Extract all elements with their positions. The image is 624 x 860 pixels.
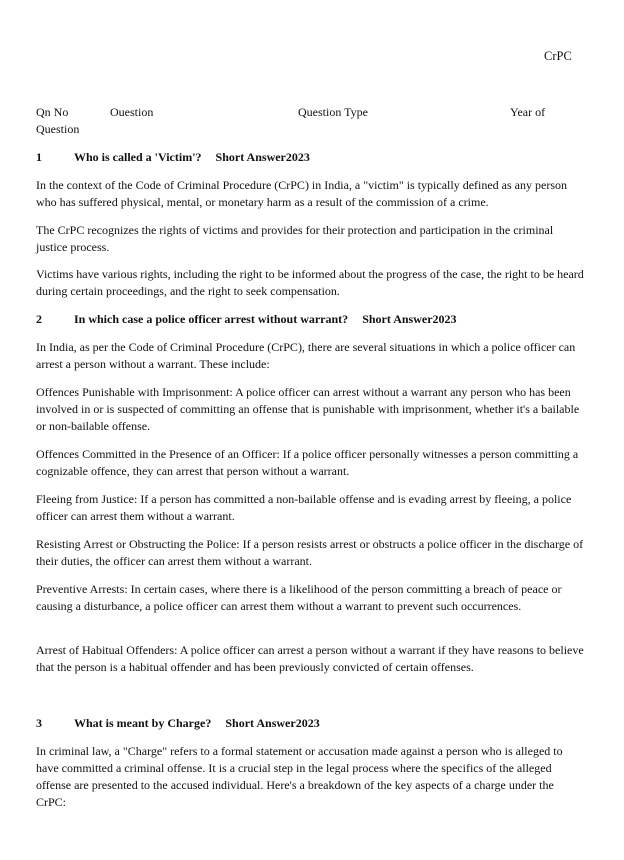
- col-question-type: Question Type: [298, 105, 368, 119]
- question-type: Short Answer: [225, 716, 296, 730]
- column-headers: [36, 104, 596, 140]
- col-question-wrap: Question: [36, 122, 80, 136]
- col-question: Ouestion: [110, 105, 154, 119]
- question-year: 2023: [295, 716, 320, 730]
- answer-paragraph: In the context of the Code of Criminal Procedure (CrPC) in India, a "victim" is typically defined as any person who has suffered physical, mental, or monetary harm as a result of the commission of a crime.: [36, 178, 567, 209]
- answer-paragraph: In India, as per the Code of Criminal Procedure (CrPC), there are several situations in which a police officer can arrest a person without a warrant. These include:: [36, 340, 576, 371]
- answer-paragraph: Victims have various rights, including the right to be informed about the progress of the case, the right to be heard during certain proceedings, and the right to seek compensation.: [36, 267, 584, 298]
- answer-paragraph: Fleeing from Justice: If a person has committed a non-bailable offense and is evading arrest by fleeing, a police officer can arrest them without a warrant.: [36, 492, 572, 523]
- answer-paragraph: Arrest of Habitual Offenders: A police officer can arrest a person without a warrant if they have reasons to believe that the person is a habitual offender and has been previously convicted of certain offenses.: [36, 643, 584, 674]
- question-number: 1: [36, 150, 42, 164]
- question-year: 2023: [432, 312, 457, 326]
- col-qn-no: Qn No: [36, 105, 69, 119]
- answer-paragraph: In criminal law, a "Charge" refers to a formal statement or accusation made against a person who is alleged to have committed a criminal offense. It is a crucial step in the legal process where the specifics of the alleged offense are presented to the accused individual. Here's a breakdown of the key aspects of a charge under the CrPC:: [36, 744, 563, 809]
- answer-paragraph: Offences Punishable with Imprisonment: A police officer can arrest without a warrant any person who has been involved in or is suspected of committing an offense that is punishable with imprisonment, whether it's a bailable or non-bailable offense.: [36, 385, 580, 433]
- answer-paragraph: Resisting Arrest or Obstructing the Police: If a person resists arrest or obstructs a police officer in the discharge of their duties, the officer can arrest them without a warrant.: [36, 537, 584, 568]
- question-heading: [36, 715, 320, 732]
- question-year: 2023: [285, 150, 310, 164]
- question-title: What is meant by Charge?: [74, 716, 212, 730]
- subject-header: CrPC: [544, 49, 572, 63]
- question-type: Short Answer: [215, 150, 286, 164]
- answer-paragraph: Offences Committed in the Presence of an Officer: If a police officer personally witnesses a person committing a cognizable offence, they can arrest that person without a warrant.: [36, 447, 579, 478]
- question-number: 2: [36, 312, 42, 326]
- question-title: In which case a police officer arrest without warrant?: [74, 312, 349, 326]
- question-title: Who is called a 'Victim'?: [74, 150, 202, 164]
- answer-paragraph: Preventive Arrests: In certain cases, where there is a likelihood of the person committing a breach of peace or causing a disturbance, a police officer can arrest them without a warrant to prevent such occurrences.: [36, 582, 562, 613]
- answer-paragraph: The CrPC recognizes the rights of victims and provides for their protection and participation in the criminal justice process.: [36, 223, 554, 254]
- question-heading: [36, 311, 457, 328]
- col-year-of: Year of: [510, 105, 546, 119]
- question-heading: [36, 149, 310, 166]
- question-number: 3: [36, 716, 42, 730]
- question-type: Short Answer: [362, 312, 433, 326]
